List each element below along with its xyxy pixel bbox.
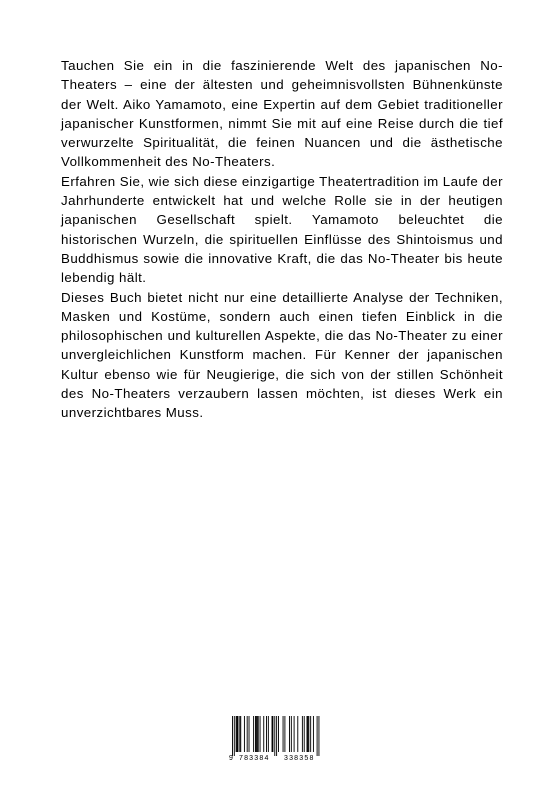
blurb-paragraph-2: Erfahren Sie, wie sich diese einzigartige Theatertradition im Laufe der Jahrhunderte entwickelt hat und welche Rolle sie in der heutigen japanischen Gesellschaft spielt. Yamamoto beleuchtet die historischen Wurzeln, die spirituellen Einflüsse des Shintoismus und Buddhismus sowie die innovative Kraft, die das No-Theater bis heute lebendig hält.	[61, 173, 503, 286]
barcode-bar	[247, 716, 248, 752]
barcode-bar	[291, 716, 292, 752]
blurb-paragraph-3: Dieses Buch bietet nicht nur eine detaillierte Analyse der Techniken, Masken und Kostüme, sondern auch einen tiefen Einblick in die philosophischen und kulturellen Aspekte, die das No-Theater zu einer unvergleichlichen Kunstform machen. Für Kenner der japanischen Kultur ebenso wie für Neugierige, die sich von der stillen Schönheit des No-Theaters verzaubern lassen möchten, ist dieses Werk ein unverzichtbares Muss.	[61, 289, 503, 421]
barcode-bar	[294, 716, 295, 752]
barcode-bar	[260, 716, 261, 752]
barcode-digits-right: 338358	[284, 755, 315, 762]
barcode-bar	[236, 716, 237, 752]
barcode-bar	[317, 716, 318, 756]
barcode-bar	[276, 716, 277, 756]
back-cover-blurb	[61, 56, 503, 423]
barcode-bar	[307, 716, 308, 752]
barcode-bar	[272, 716, 273, 752]
barcode-bar	[289, 716, 290, 752]
barcode-bar	[232, 716, 233, 756]
barcode-bar	[256, 716, 257, 752]
barcode-bar	[302, 716, 303, 752]
blurb-paragraph-1: Tauchen Sie ein in die faszinierende Welt des japanischen No-Theaters – eine der ältesten und geheimnisvollsten Bühnenkünste der Welt. Aiko Yamamoto, eine Expertin auf dem Gebiet traditioneller japanischer Kunstformen, nimmt Sie mit auf eine Reise durch die tief verwurzelte Spiritualität, die feinen Nuancen und die ästhetische Vollkommenheit des No-Theaters.	[61, 58, 503, 170]
barcode-bar	[263, 716, 264, 752]
barcode-bar	[258, 716, 259, 752]
barcode-bar	[278, 716, 279, 752]
barcode-bar	[318, 716, 319, 756]
barcode-bar	[237, 716, 238, 752]
barcode-bar	[234, 716, 235, 756]
barcode-bar	[257, 716, 258, 752]
barcode-digits-left: 783384	[239, 755, 270, 762]
barcode-digit-lead: 9	[229, 755, 233, 762]
barcode-bar	[253, 716, 254, 752]
barcode-bar	[238, 716, 239, 752]
barcode-bar	[272, 716, 273, 752]
barcode-bar	[307, 716, 308, 752]
barcode-bar	[244, 716, 245, 752]
barcode-bar	[255, 716, 256, 752]
barcode-bar	[239, 716, 240, 752]
barcode-bar	[304, 716, 305, 752]
barcode-bar	[297, 716, 298, 752]
barcode-digits	[229, 753, 327, 765]
barcode-bar	[308, 716, 309, 752]
barcode-bar	[283, 716, 284, 752]
barcode-bar	[284, 716, 285, 752]
barcode-bar	[268, 716, 269, 752]
isbn-barcode	[229, 713, 327, 769]
barcode-bar	[310, 716, 311, 752]
barcode-bar	[274, 716, 275, 756]
barcode-bar	[266, 716, 267, 752]
barcode-bar	[249, 716, 250, 752]
barcode-bar	[313, 716, 314, 752]
barcode-bar	[240, 716, 241, 752]
